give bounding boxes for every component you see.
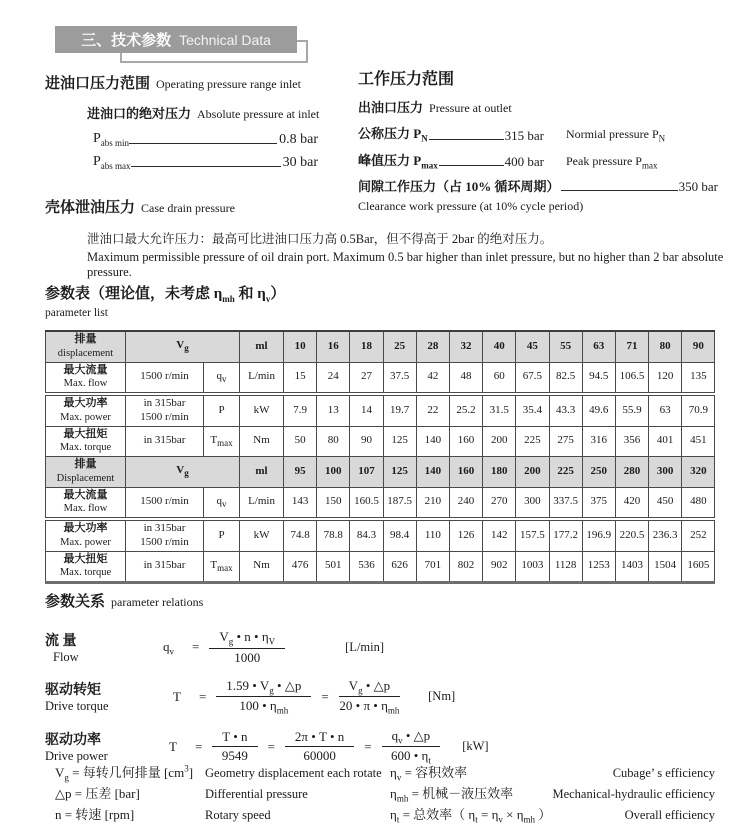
inlet-pressure-section <box>45 72 355 171</box>
abs-min-symbol: $P_{abs min}$ <box>93 131 130 148</box>
table-cell: 126 <box>449 521 482 552</box>
header-size-cell: 10 <box>284 331 317 362</box>
torque-fraction-1: $\frac{1.59 • V_g • \triangle p}{100 • \eta_{mh}}$ <box>216 678 311 716</box>
table-row <box>46 551 715 583</box>
flow-unit: [L/min] <box>345 639 385 654</box>
table-cell: 316 <box>582 426 615 457</box>
row-condition-cell: in 315bar <box>126 551 204 583</box>
table-header-row <box>46 331 715 362</box>
legend-item: $\eta_v$ = 容积效率 Cubage’ s efficiency <box>390 765 715 783</box>
row-condition-cell: 1500 r/min <box>126 487 204 518</box>
parameter-table-body <box>46 331 715 583</box>
legend-item: $\eta_t$ = 总效率（ $\eta_t = \eta_v \times \eta_{mh}$ ） Overall efficiency <box>390 807 715 825</box>
table-cell: 157.5 <box>516 521 549 552</box>
flow-equation: $q_v$ = $\frac{V_g • n • \eta_V}{1000}$ [L/min] <box>163 629 385 665</box>
table-cell: 1504 <box>649 551 682 583</box>
header-size-cell: 28 <box>416 331 449 362</box>
section-title-banner <box>55 26 297 53</box>
torque-unit: [Nm] <box>428 689 456 704</box>
table-cell: 480 <box>682 487 715 518</box>
table-cell: 356 <box>615 426 648 457</box>
header-vg-cell: $V_g$ <box>126 457 240 488</box>
table-cell: 1605 <box>682 551 715 583</box>
row-unit-cell: Nm <box>240 551 284 583</box>
row-unit-cell: L/min <box>240 362 284 393</box>
table-cell: 501 <box>317 551 350 583</box>
clearance-pressure-label: 间隙工作压力（占 10% 循环周期） <box>358 179 560 195</box>
header-size-cell: 80 <box>649 331 682 362</box>
table-cell: 275 <box>549 426 582 457</box>
row-condition-cell: in 315bar 1500 r/min <box>126 521 204 552</box>
flow-fraction: $\frac{V_g • n • \eta_V}{1000}$ <box>209 629 285 666</box>
header-vg-cell: $V_g$ <box>126 331 240 362</box>
abs-min-value: 0.8 bar <box>279 131 318 147</box>
table-cell: 375 <box>582 487 615 518</box>
power-equation: T = $\frac{T • n}{9549}$ = $\frac{2\pi • T • n}{60000}$ = $\frac{q_v • \triangle p}{600 • \eta_t}$ [kW] <box>169 727 489 766</box>
row-symbol-cell: $T_{max}$ <box>204 551 240 583</box>
table-cell: 135 <box>682 362 715 393</box>
table-cell: 25.2 <box>449 396 482 427</box>
header-unit-cell: ml <box>240 331 284 362</box>
header-size-cell: 200 <box>516 457 549 488</box>
table-row <box>46 426 715 457</box>
table-cell: 74.8 <box>284 521 317 552</box>
table-cell: 27 <box>350 362 383 393</box>
header-size-cell: 100 <box>317 457 350 488</box>
header-size-cell: 40 <box>483 331 516 362</box>
row-condition-cell: 1500 r/min <box>126 362 204 393</box>
table-cell: 337.5 <box>549 487 582 518</box>
parameter-table-subtitle: parameter list <box>45 307 108 319</box>
row-label-cell: 最大扭矩 Max. torque <box>46 551 126 583</box>
table-cell: 150 <box>317 487 350 518</box>
row-condition-cell: in 315bar <box>126 426 204 457</box>
header-size-cell: 45 <box>516 331 549 362</box>
header-size-cell: 90 <box>682 331 715 362</box>
row-unit-cell: kW <box>240 396 284 427</box>
table-cell: 63 <box>649 396 682 427</box>
nominal-pressure-line <box>358 123 736 144</box>
header-displacement-cell: 排量 displacement <box>46 331 126 362</box>
table-cell: 220.5 <box>615 521 648 552</box>
row-unit-cell: L/min <box>240 487 284 518</box>
table-row <box>46 362 715 393</box>
table-cell: 42 <box>416 362 449 393</box>
header-size-cell: 25 <box>383 331 416 362</box>
header-size-cell: 71 <box>615 331 648 362</box>
row-condition-cell: in 315bar 1500 r/min <box>126 396 204 427</box>
row-symbol-cell: $T_{max}$ <box>204 426 240 457</box>
case-drain-heading: 壳体泄油压力 Case drain pressure <box>45 200 235 216</box>
table-cell: 50 <box>284 426 317 457</box>
banner-title-cn: 三、技术参数 <box>81 31 172 49</box>
parameter-table-heading <box>45 282 285 319</box>
table-cell: 270 <box>483 487 516 518</box>
table-cell: 67.5 <box>516 362 549 393</box>
working-subheading: 出油口压力 Pressure at outlet <box>358 100 512 115</box>
table-cell: 236.3 <box>649 521 682 552</box>
header-size-cell: 18 <box>350 331 383 362</box>
header-unit-cell: ml <box>240 457 284 488</box>
power-fraction-1: $\frac{T • n}{9549}$ <box>212 729 257 764</box>
table-cell: 701 <box>416 551 449 583</box>
peak-pressure-label: 峰值压力 $P_{max}$ <box>358 152 438 171</box>
row-symbol-cell: $q_v$ <box>204 487 240 518</box>
table-cell: 802 <box>449 551 482 583</box>
table-cell: 160.5 <box>350 487 383 518</box>
table-cell: 98.4 <box>383 521 416 552</box>
header-size-cell: 225 <box>549 457 582 488</box>
peak-pressure-value: 400 bar <box>504 154 544 170</box>
table-cell: 80 <box>317 426 350 457</box>
abs-max-line <box>93 154 318 171</box>
legend-item: △p = 压差 [bar] Differential pressure <box>55 786 308 801</box>
row-label-cell: 最大扭矩 Max. torque <box>46 426 126 457</box>
table-cell: 106.5 <box>615 362 648 393</box>
table-row <box>46 521 715 552</box>
table-cell: 252 <box>682 521 715 552</box>
leader-line <box>561 190 678 191</box>
table-cell: 536 <box>350 551 383 583</box>
table-cell: 84.3 <box>350 521 383 552</box>
table-cell: 22 <box>416 396 449 427</box>
banner-title-en: Technical Data <box>179 31 271 48</box>
table-cell: 82.5 <box>549 362 582 393</box>
table-cell: 140 <box>416 426 449 457</box>
header-size-cell: 300 <box>649 457 682 488</box>
relations-heading: 参数关系 parameter relations <box>45 594 204 610</box>
power-fraction-2: $\frac{2\pi • T • n}{60000}$ <box>285 729 354 764</box>
relations-section <box>45 590 705 766</box>
table-cell: 55.9 <box>615 396 648 427</box>
table-cell: 78.8 <box>317 521 350 552</box>
table-header-row <box>46 457 715 488</box>
table-cell: 187.5 <box>383 487 416 518</box>
table-cell: 210 <box>416 487 449 518</box>
case-drain-body <box>87 229 725 280</box>
table-cell: 300 <box>516 487 549 518</box>
flow-formula <box>45 629 705 666</box>
table-cell: 94.5 <box>582 362 615 393</box>
table-cell: 35.4 <box>516 396 549 427</box>
header-size-cell: 180 <box>483 457 516 488</box>
table-row <box>46 396 715 427</box>
legend-item: $V_g$ = 每转几何排量 $[cm^3]$ Geometry displacement each rotate <box>55 763 382 783</box>
power-label: 驱动功率 Drive power <box>45 733 108 764</box>
table-cell: 225 <box>516 426 549 457</box>
row-symbol-cell: P <box>204 521 240 552</box>
nominal-pressure-en: Normial pressure $P_N$ <box>566 127 666 144</box>
abs-min-line <box>93 131 318 148</box>
case-drain-text-cn: 泄油口最大允许压力：最高可比进油口压力高 0.5Bar，但不得高于 2bar 的绝对压力。 <box>87 232 553 246</box>
inlet-subheading: 进油口的绝对压力 Absolute pressure at inlet <box>87 106 320 121</box>
row-label-cell: 最大功率 Max. power <box>46 521 126 552</box>
row-unit-cell: Nm <box>240 426 284 457</box>
case-drain-section <box>45 196 725 280</box>
power-unit: [kW] <box>462 739 489 754</box>
table-cell: 1128 <box>549 551 582 583</box>
abs-max-value: 30 bar <box>282 154 318 170</box>
table-row <box>46 487 715 518</box>
table-cell: 626 <box>383 551 416 583</box>
legend-right-column <box>390 762 715 825</box>
table-cell: 19.7 <box>383 396 416 427</box>
header-size-cell: 320 <box>682 457 715 488</box>
peak-pressure-line <box>358 150 736 171</box>
nominal-pressure-label: 公称压力 $P_N$ <box>358 126 428 144</box>
leader-line <box>439 165 504 166</box>
header-size-cell: 280 <box>615 457 648 488</box>
legend-left-column <box>55 762 390 825</box>
table-cell: 451 <box>682 426 715 457</box>
peak-pressure-en: Peak pressure $P_{max}$ <box>566 153 658 171</box>
table-cell: 49.6 <box>582 396 615 427</box>
leader-line <box>131 166 281 167</box>
flow-label: 流 量 Flow <box>45 633 79 664</box>
parameter-table <box>45 330 715 584</box>
row-label-cell: 最大流量 Max. flow <box>46 487 126 518</box>
table-cell: 15 <box>284 362 317 393</box>
table-cell: 120 <box>649 362 682 393</box>
table-cell: 450 <box>649 487 682 518</box>
row-label-cell: 最大流量 Max. flow <box>46 362 126 393</box>
table-cell: 420 <box>615 487 648 518</box>
table-cell: 1253 <box>582 551 615 583</box>
torque-fraction-2: $\frac{V_g • \triangle p}{20 • \pi • \eta_{mh}}$ <box>339 677 400 716</box>
power-fraction-3: $\frac{q_v • \triangle p}{600 • \eta_t}$ <box>382 728 441 766</box>
clearance-pressure-en: Clearance work pressure (at 10% cycle period) <box>358 199 584 214</box>
legend-item: $\eta_{mh}$ = 机械－液压效率 Mechanical-hydraulic efficiency <box>390 786 715 804</box>
row-label-cell: 最大功率 Max. power <box>46 396 126 427</box>
nominal-pressure-value: 315 bar <box>504 127 544 143</box>
abs-max-symbol: $P_{abs max}$ <box>93 153 131 171</box>
header-size-cell: 55 <box>549 331 582 362</box>
table-cell: 196.9 <box>582 521 615 552</box>
header-displacement-cell: 排量 Displacement <box>46 457 126 488</box>
table-cell: 14 <box>350 396 383 427</box>
table-cell: 7.9 <box>284 396 317 427</box>
table-cell: 43.3 <box>549 396 582 427</box>
row-symbol-cell: P <box>204 396 240 427</box>
torque-formula <box>45 678 705 716</box>
table-cell: 143 <box>284 487 317 518</box>
table-cell: 90 <box>350 426 383 457</box>
torque-label: 驱动转矩 Drive torque <box>45 683 109 714</box>
table-cell: 1003 <box>516 551 549 583</box>
parameter-table-title: 参数表（理论值，未考虑 $\eta_{mh}$ 和 $\eta_v$） <box>45 286 286 304</box>
leader-line <box>429 139 504 140</box>
flow-lhs: $q_v$ <box>163 638 174 657</box>
torque-lhs: T <box>173 688 181 704</box>
table-cell: 200 <box>483 426 516 457</box>
header-size-cell: 250 <box>582 457 615 488</box>
table-cell: 142 <box>483 521 516 552</box>
table-cell: 902 <box>483 551 516 583</box>
torque-equation: T = $\frac{1.59 • V_g • \triangle p}{100 • \eta_{mh}}$ = $\frac{V_g • \triangle p}{20 • \pi • \eta_{mh}}$ [Nm] <box>173 677 456 716</box>
symbol-legend <box>55 762 715 825</box>
case-drain-text-en: Maximum permissible pressure of oil drain port. Maximum 0.5 bar higher than inlet pressure, but no higher than 2 bar absolute pressure. <box>87 250 724 279</box>
clearance-pressure-line <box>358 176 736 195</box>
header-size-cell: 125 <box>383 457 416 488</box>
header-size-cell: 160 <box>449 457 482 488</box>
table-cell: 13 <box>317 396 350 427</box>
table-cell: 476 <box>284 551 317 583</box>
header-size-cell: 63 <box>582 331 615 362</box>
table-cell: 37.5 <box>383 362 416 393</box>
table-cell: 177.2 <box>549 521 582 552</box>
header-size-cell: 140 <box>416 457 449 488</box>
row-unit-cell: kW <box>240 521 284 552</box>
table-cell: 48 <box>449 362 482 393</box>
working-heading: 工作压力范围 <box>358 71 455 88</box>
table-cell: 125 <box>383 426 416 457</box>
working-pressure-section <box>358 66 736 214</box>
table-cell: 24 <box>317 362 350 393</box>
table-cell: 401 <box>649 426 682 457</box>
clearance-pressure-value: 350 bar <box>678 179 718 195</box>
power-lhs: T <box>169 738 177 754</box>
table-cell: 70.9 <box>682 396 715 427</box>
header-size-cell: 107 <box>350 457 383 488</box>
header-size-cell: 32 <box>449 331 482 362</box>
table-cell: 160 <box>449 426 482 457</box>
inlet-heading: 进油口压力范围 Operating pressure range inlet <box>45 76 301 92</box>
table-cell: 60 <box>483 362 516 393</box>
header-size-cell: 95 <box>284 457 317 488</box>
table-cell: 1403 <box>615 551 648 583</box>
power-formula <box>45 728 705 766</box>
table-cell: 31.5 <box>483 396 516 427</box>
header-size-cell: 16 <box>317 331 350 362</box>
legend-item: n = 转速 [rpm] Rotary speed <box>55 807 271 822</box>
row-symbol-cell: $q_v$ <box>204 362 240 393</box>
leader-line <box>129 143 277 144</box>
table-cell: 110 <box>416 521 449 552</box>
table-cell: 240 <box>449 487 482 518</box>
